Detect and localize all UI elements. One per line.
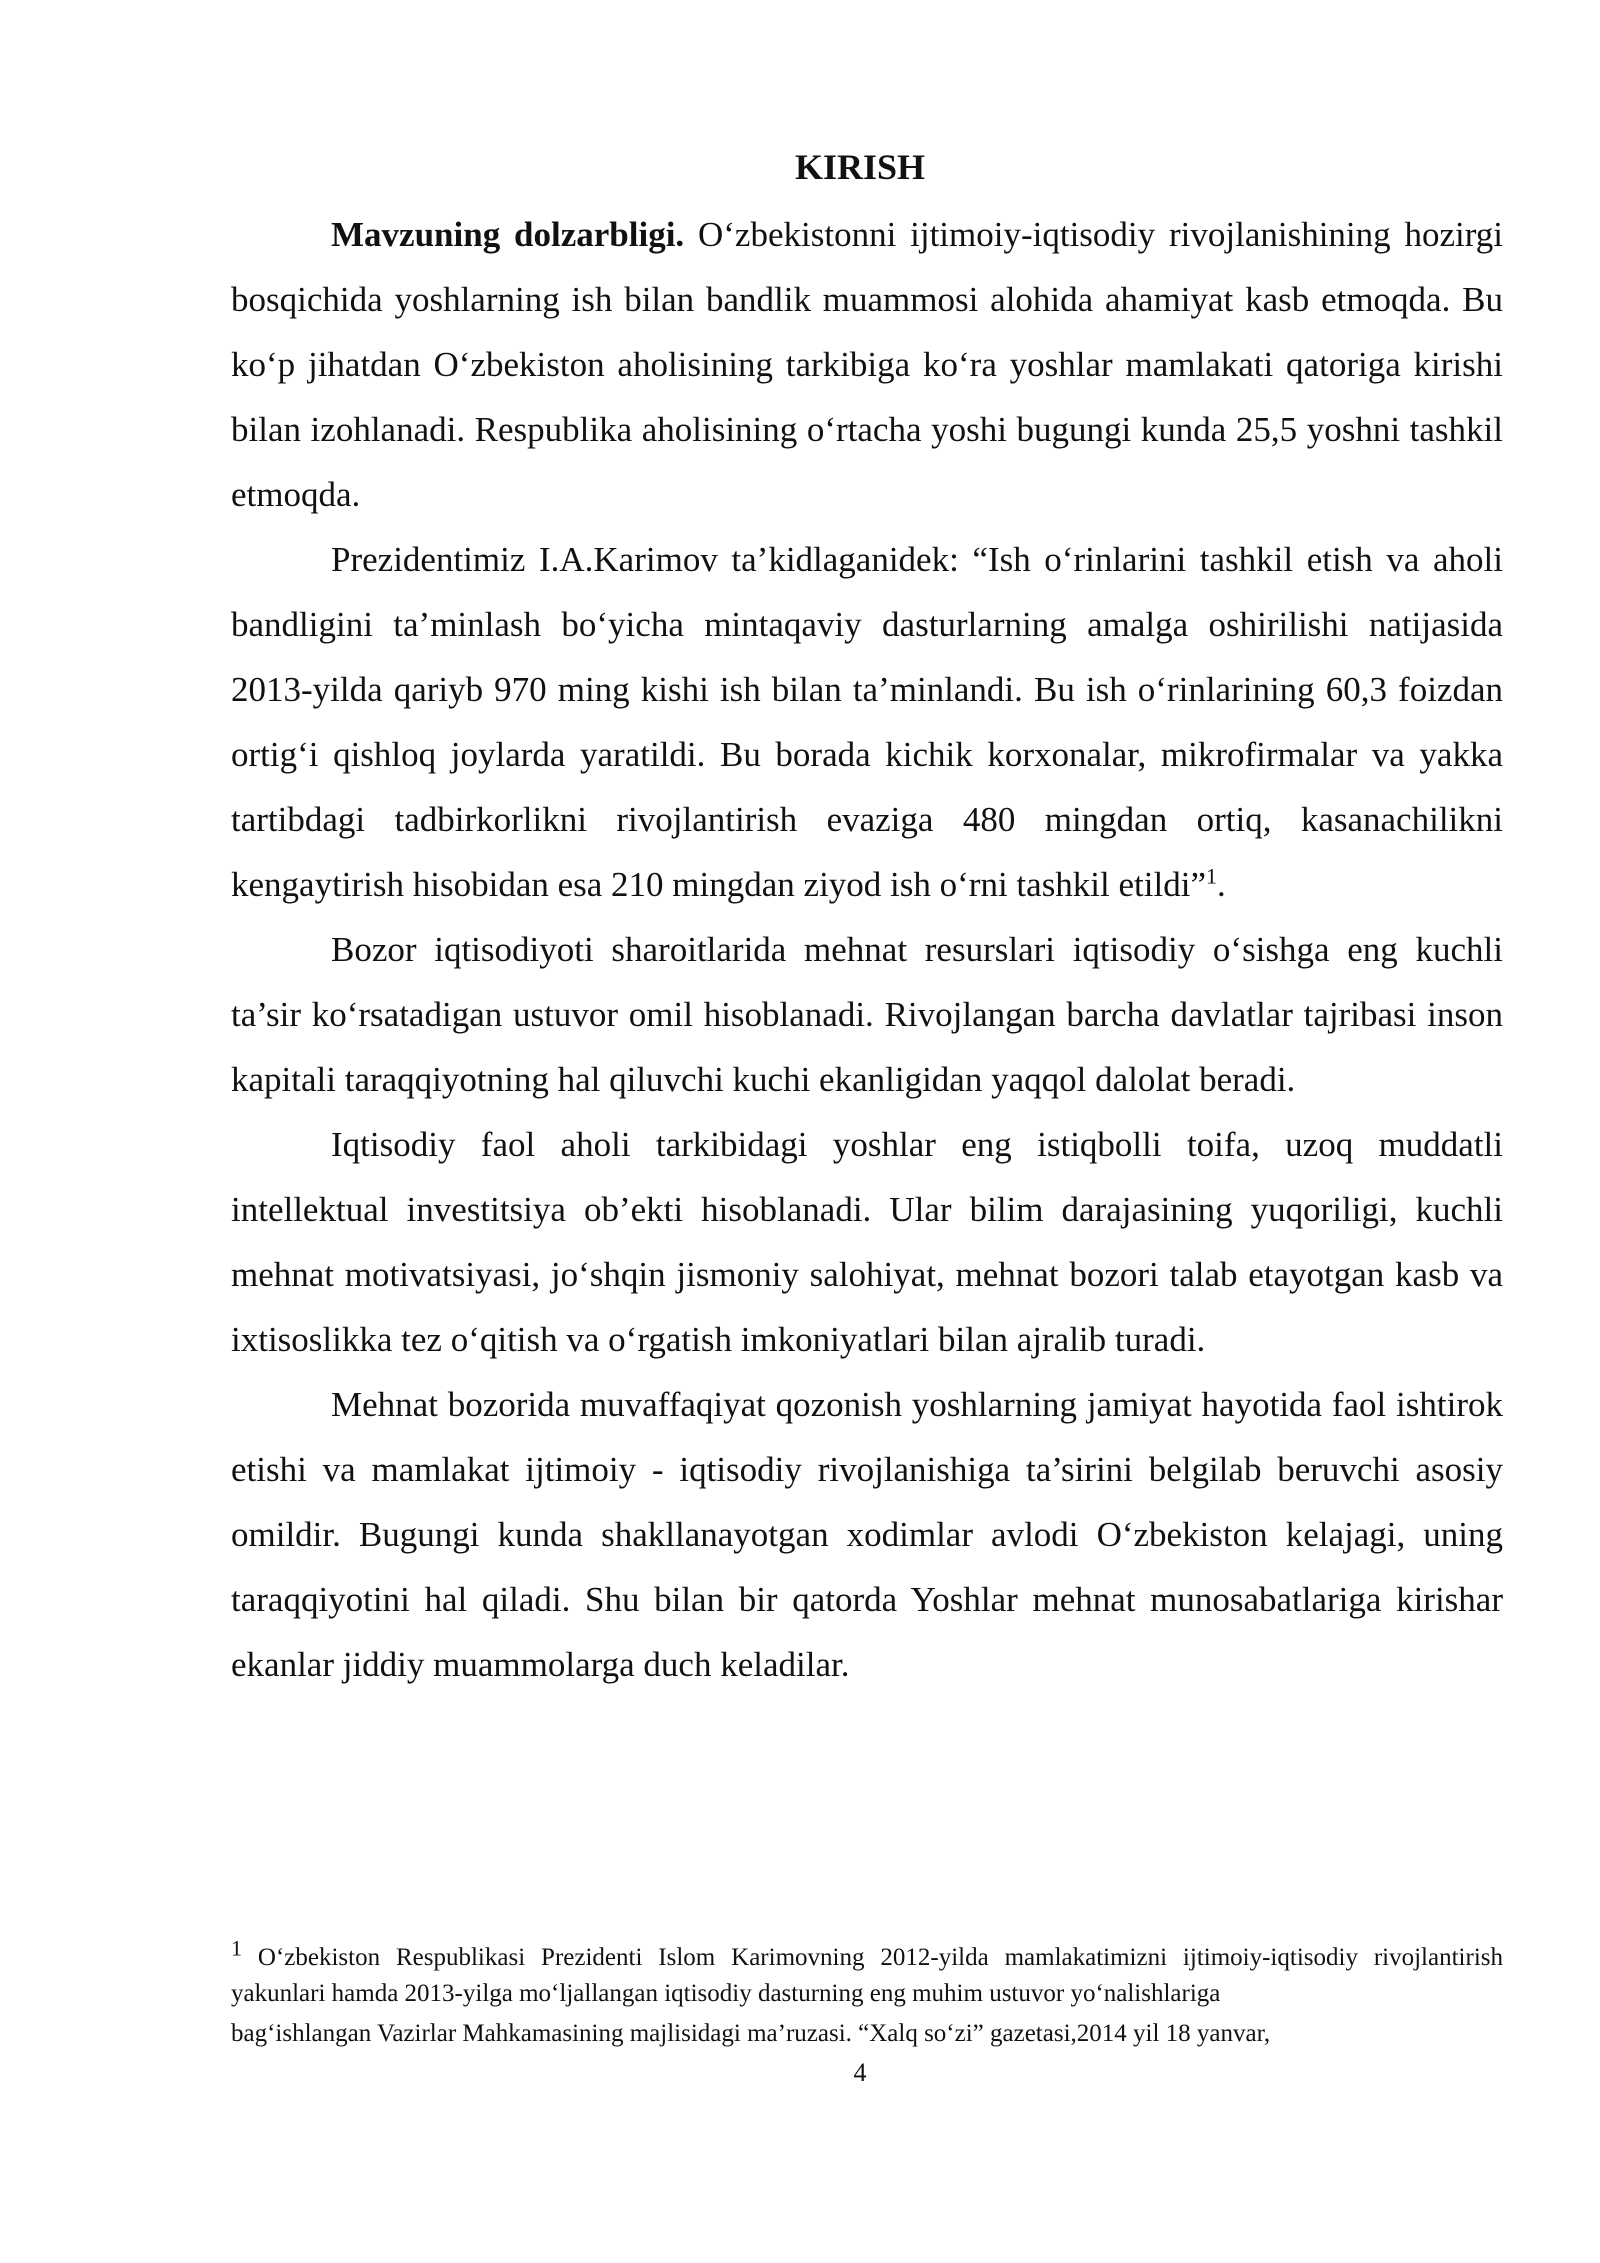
paragraph-3 [231, 917, 1503, 1112]
footnote-marker: 1 [231, 1935, 242, 1961]
footnote-reference[interactable]: 1 [1205, 863, 1217, 889]
footnote-text: O‘zbekiston Respublikasi Prezidenti Islom Karimovning 2012-yilda mamlakatimizni ijtimoiy-iqtisodiy rivojlantirish yakunlari hamda 2013-yilga mo‘ljallangan iqtisodiy dasturning eng muhim ustuvor yo‘nalishlariga [231, 1944, 1503, 2007]
body-text [231, 202, 1503, 1697]
paragraph-5 [231, 1372, 1503, 1697]
footnote [231, 1935, 1503, 2052]
paragraph-text: Bozor iqtisodiyoti sharoitlarida mehnat resurslari iqtisodiy o‘sishga eng kuchli ta’sir ko‘rsatadigan ustuvor omil hisoblanadi. Rivojlangan barcha davlatlar tajribasi inson kapitali taraqqiyotning hal qiluvchi kuchi ekanligidan yaqqol dalolat beradi. [231, 930, 1503, 1099]
paragraph-lead-heading: Mavzuning dolzarbligi. [331, 215, 685, 254]
footnote-entry [231, 1935, 1503, 2012]
footnote-continuation: bag‘ishlangan Vazirlar Mahkamasining majlisidagi ma’ruzasi. “Xalq so‘zi” gazetasi,2014 yil 18 yanvar, [231, 2020, 1271, 2047]
paragraph-2 [231, 527, 1503, 917]
paragraph-text: Prezidentimiz I.A.Karimov ta’kidlaganidek: “Ish o‘rinlarini tashkil etish va aholi bandligini ta’minlash bo‘yicha mintaqaviy dasturlarning amalga oshirilishi natijasida 2013-yilda qariyb 970 ming kishi ish bilan ta’minlandi. Bu ish o‘rinlarining 60,3 foizdan ortig‘i qishloq joylarda yaratildi. Bu borada kichik korxonalar, mikrofirmalar va yakka tartibdagi tadbirkorlikni rivojlantirish evaziga 480 mingdan ortiq, kasanachilikni kengaytirish hisobidan esa 210 mingdan ziyod ish o‘rni tashkil etildi” [231, 540, 1503, 904]
page-title: KIRISH [794, 147, 926, 187]
page-number: 4 [853, 2058, 867, 2087]
paragraph-tail: . [1216, 865, 1226, 904]
paragraph-text: Mehnat bozorida muvaffaqiyat qozonish yoshlarning jamiyat hayotida faol ishtirok etishi va mamlakat ijtimoiy - iqtisodiy rivojlanishiga ta’sirini belgilab beruvchi asosiy omildir. Bugungi kunda shakllanayotgan xodimlar avlodi O‘zbekiston kelajagi, uning taraqqiyotini hal qiladi. Shu bilan bir qatorda Yoshlar mehnat munosabatlariga kirishar ekanlar jiddiy muammolarga duch keladilar. [231, 1385, 1503, 1684]
paragraph-text: Iqtisodiy faol aholi tarkibidagi yoshlar eng istiqbolli toifa, uzoq muddatli intellektual investitsiya ob’ekti hisoblanadi. Ular bilim darajasining yuqoriligi, kuchli mehnat motivatsiyasi, jo‘shqin jismoniy salohiyat, mehnat bozori talab etayotgan kasb va ixtisoslikka tez o‘qitish va o‘rgatish imkoniyatlari bilan ajralib turadi. [231, 1125, 1503, 1359]
paragraph-1 [231, 202, 1503, 527]
paragraph-text: O‘zbekistonni ijtimoiy-iqtisodiy rivojlanishining hozirgi bosqichida yoshlarning ish bilan bandlik muammosi alohida ahamiyat kasb etmoqda. Bu ko‘p jihatdan O‘zbekiston aholisining tarkibiga ko‘ra yoshlar mamlakati qatoriga kirishi bilan izohlanadi. Respublika aholisining o‘rtacha yoshi bugungi kunda 25,5 yoshni tashkil etmoqda. [231, 215, 1503, 514]
paragraph-4 [231, 1112, 1503, 1372]
